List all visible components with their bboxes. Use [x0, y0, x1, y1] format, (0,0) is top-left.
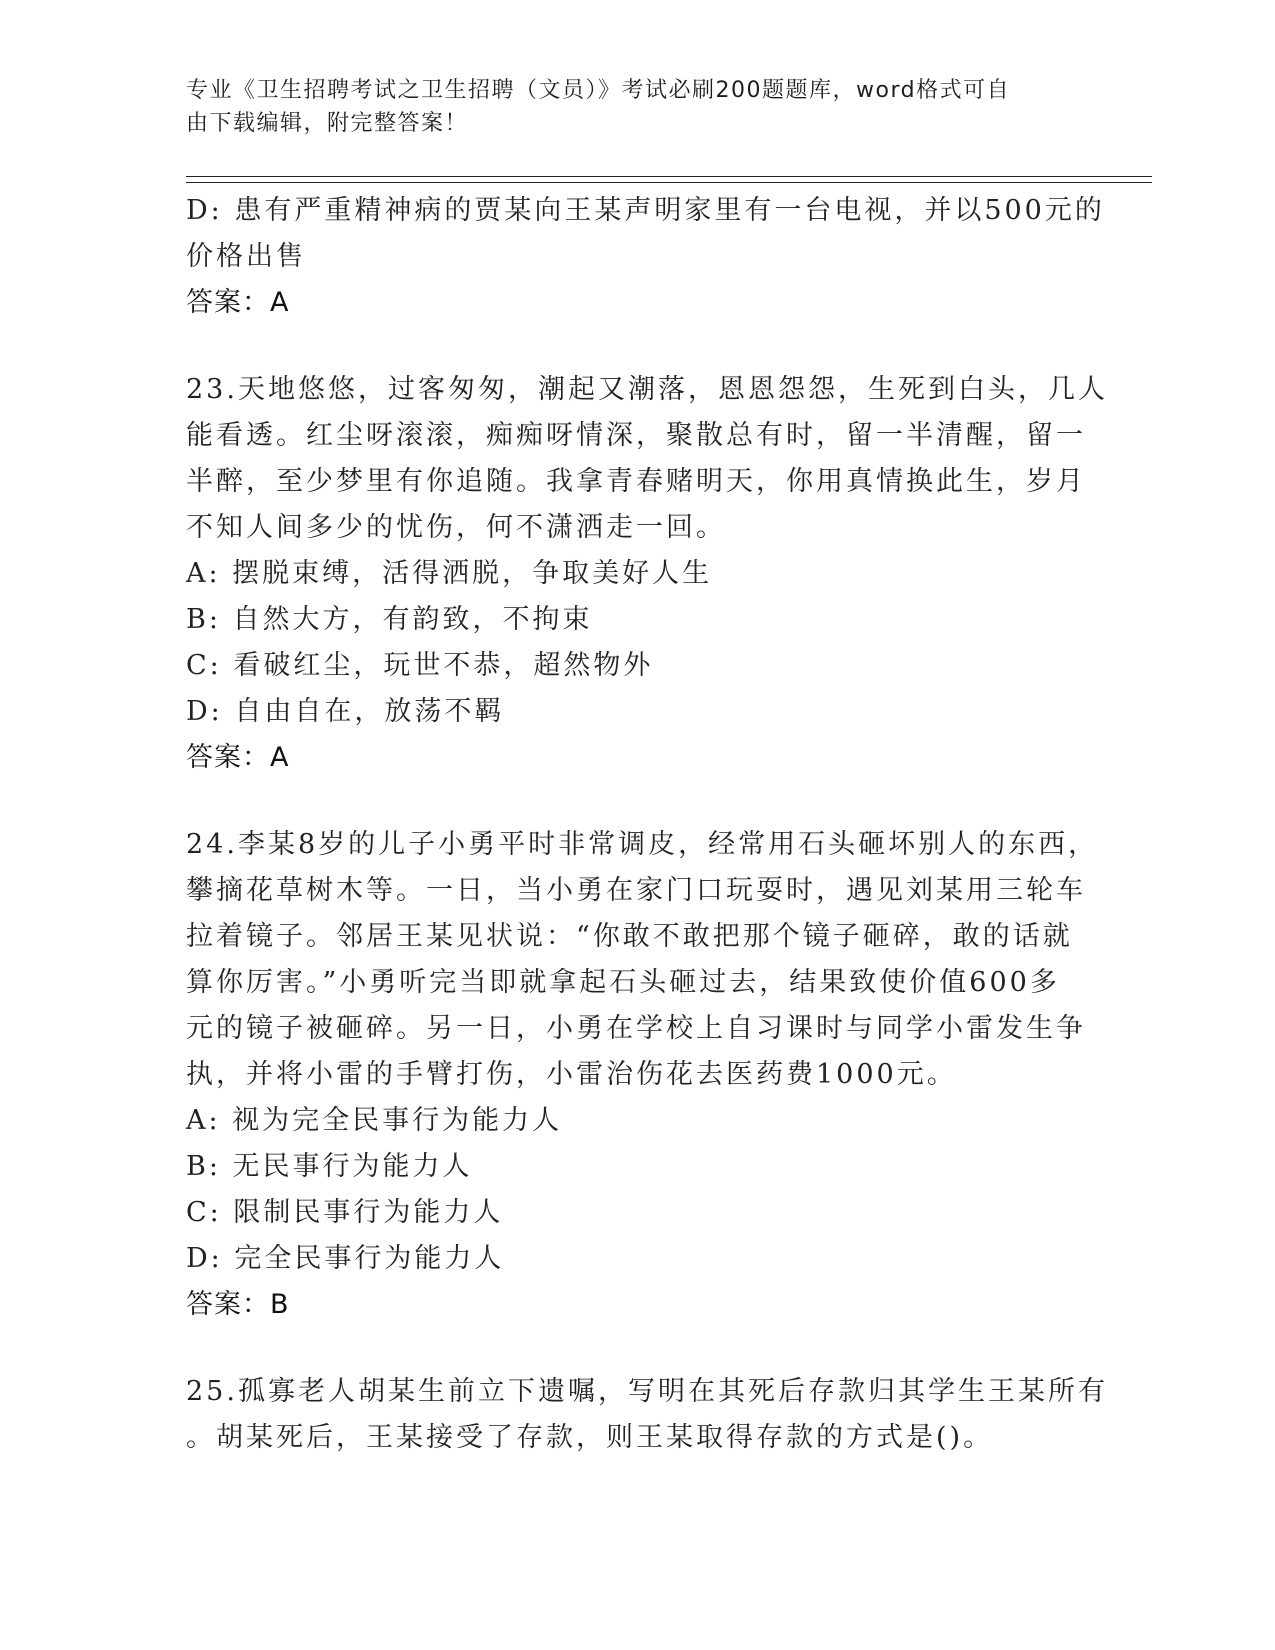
- question-stem-line: 。胡某死后，王某接受了存款，则王某取得存款的方式是()。: [186, 1422, 994, 1453]
- option-d: D: 患有严重精神病的贾某向王某声明家里有一台电视，并以500元的: [186, 195, 1105, 226]
- answer-line: 答案：A: [186, 287, 290, 318]
- question-content: [186, 188, 1108, 1461]
- question-stem-line: 23.天地悠悠，过客匆匆，潮起又潮落，恩恩怨怨，生死到白头，几人: [186, 374, 1108, 405]
- question-22-tail: [186, 188, 1105, 326]
- question-stem-line: 半醉，至少梦里有你追随。我拿青春赌明天，你用真情换此生，岁月: [186, 466, 1086, 497]
- question-stem-line: 拉着镜子。邻居王某见状说：“你敢不敢把那个镜子砸碎，敢的话就: [186, 921, 1073, 952]
- option-a: A: 摆脱束缚，活得洒脱，争取美好人生: [186, 558, 713, 589]
- question-24: [186, 822, 1099, 1328]
- answer-line: 答案：B: [186, 1289, 290, 1320]
- header-line-2: 由下载编辑，附完整答案！: [186, 111, 469, 136]
- question-stem-line: 执，并将小雷的手臂打伤，小雷治伤花去医药费1000元。: [186, 1059, 957, 1090]
- option-c: C: 限制民事行为能力人: [186, 1197, 504, 1228]
- page-header: [186, 74, 1066, 140]
- option-a: A: 视为完全民事行为能力人: [186, 1105, 563, 1136]
- option-c: C: 看破红尘，玩世不恭，超然物外: [186, 650, 654, 681]
- question-25: [186, 1369, 1108, 1461]
- question-stem-line: 攀摘花草树木等。一日，当小勇在家门口玩耍时，遇见刘某用三轮车: [186, 875, 1086, 906]
- question-23: [186, 367, 1108, 781]
- header-divider-bottom: [186, 182, 1152, 183]
- question-stem-line: 不知人间多少的忧伤，何不潇洒走一回。: [186, 512, 726, 543]
- header-line-1: 专业《卫生招聘考试之卫生招聘（文员）》考试必刷200题题库，word格式可自: [186, 78, 1011, 103]
- option-b: B: 自然大方，有韵致，不拘束: [186, 604, 593, 635]
- option-d: D: 完全民事行为能力人: [186, 1243, 505, 1274]
- question-stem-line: 元的镜子被砸碎。另一日，小勇在学校上自习课时与同学小雷发生争: [186, 1013, 1086, 1044]
- header-divider-top: [186, 176, 1152, 177]
- question-stem-line: 算你厉害。”小勇听完当即就拿起石头砸过去，结果致使价值600多: [186, 967, 1060, 998]
- option-b: B: 无民事行为能力人: [186, 1151, 473, 1182]
- option-d-continued: 价格出售: [186, 241, 306, 272]
- answer-line: 答案：A: [186, 742, 290, 773]
- question-stem-line: 24.李某8岁的儿子小勇平时非常调皮，经常用石头砸坏别人的东西，: [186, 829, 1099, 860]
- question-stem-line: 25.孤寡老人胡某生前立下遗嘱，写明在其死后存款归其学生王某所有: [186, 1376, 1108, 1407]
- question-stem-line: 能看透。红尘呀滚滚，痴痴呀情深，聚散总有时，留一半清醒，留一: [186, 420, 1086, 451]
- option-d: D: 自由自在，放荡不羁: [186, 696, 505, 727]
